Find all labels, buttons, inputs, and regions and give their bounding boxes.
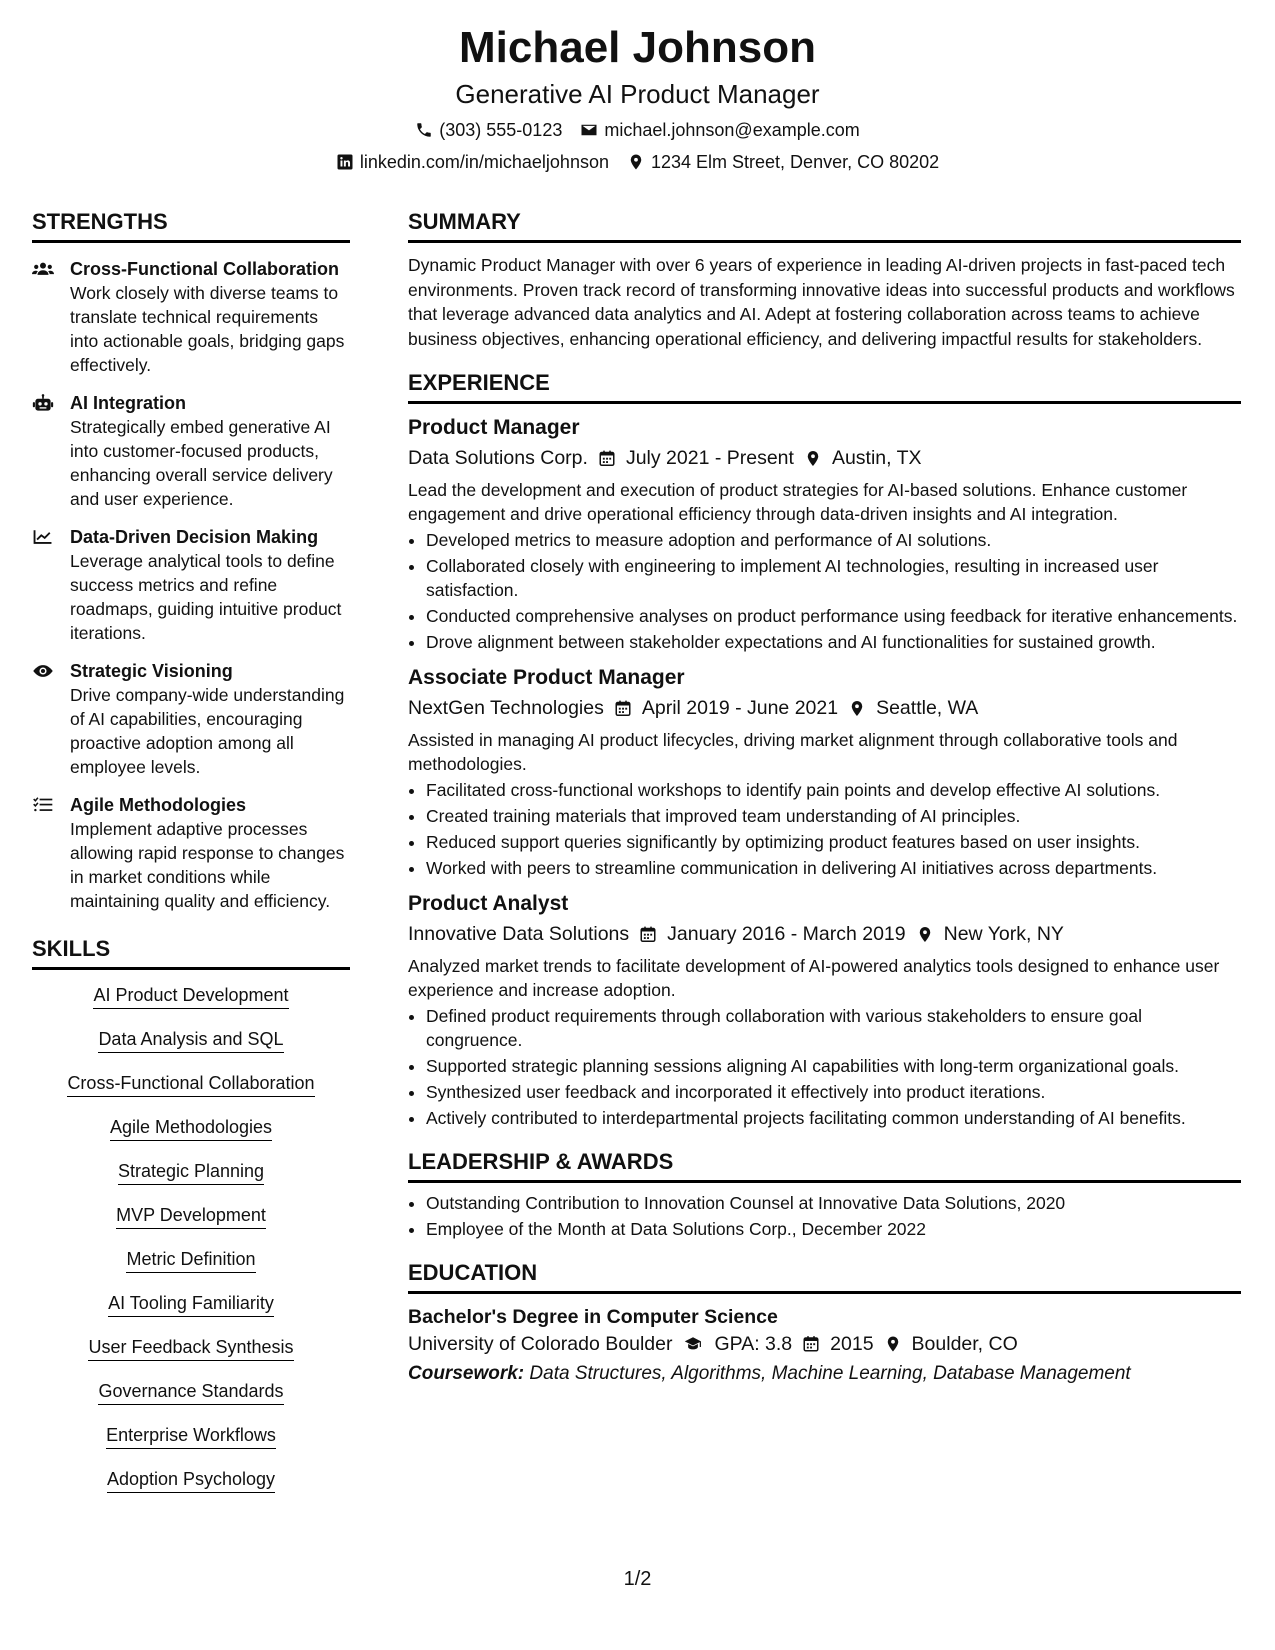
- education-heading: EDUCATION: [408, 1259, 1241, 1294]
- job-description: Lead the development and execution of product strategies for AI-based solutions. Enhance customer engagement and drive operational efficiency through data-driven insights and AI integration.: [408, 480, 1188, 524]
- coursework: [408, 1360, 1241, 1388]
- list-item: • Supported strategic planning sessions aligning AI capabilities with long-term organizational goals.: [426, 1054, 1241, 1078]
- location-pin-icon: [627, 153, 645, 171]
- job-company: NextGen Technologies: [408, 697, 604, 719]
- phone-contact: [415, 118, 562, 142]
- strength-description: Leverage analytical tools to define success metrics and refine roadmaps, guiding intuitive product iterations.: [70, 551, 342, 643]
- skill-tag: MVP Development: [116, 1204, 266, 1229]
- summary-heading: SUMMARY: [408, 208, 1241, 243]
- right-column: [408, 208, 1241, 1388]
- calendar-icon: [639, 925, 657, 944]
- list-item: • Developed metrics to measure adoption and performance of AI solutions.: [426, 528, 1241, 552]
- resume-header: [0, 20, 1275, 174]
- list-item: • Outstanding Contribution to Innovation Counsel at Innovative Data Solutions, 2020: [426, 1191, 1241, 1215]
- job-meta: [408, 694, 1241, 722]
- education-location: Boulder, CO: [911, 1333, 1018, 1355]
- strengths-heading: STRENGTHS: [32, 208, 350, 243]
- strength-title: Cross-Functional Collaboration: [70, 259, 340, 279]
- summary-text: Dynamic Product Manager with over 6 years of experience in leading AI-driven projects in fast-paced tech environments. Proven track record of transforming innovative ideas into successful products and workflows that leverage advanced data analytics and AI. Adept at fostering collaboration across teams to achieve business objectives, enhancing operational efficiency, and delivering impactful results for stakeholders.: [408, 255, 1235, 349]
- strength-item: [32, 391, 350, 511]
- strength-title: AI Integration: [70, 393, 186, 413]
- job-location: New York, NY: [943, 923, 1064, 945]
- job-bullets: [408, 528, 1241, 654]
- location-pin-icon: [916, 925, 934, 944]
- education-meta: [408, 1330, 1241, 1358]
- calendar-icon: [614, 699, 632, 718]
- calendar-icon: [802, 1335, 820, 1353]
- skill-tag: Cross-Functional Collaboration: [67, 1072, 314, 1097]
- job-entry: [408, 414, 1241, 654]
- address-contact: [627, 150, 939, 174]
- awards-heading: LEADERSHIP & AWARDS: [408, 1148, 1241, 1183]
- awards-list: [408, 1191, 1241, 1241]
- list-item: • Synthesized user feedback and incorporated it effectively into product iterations.: [426, 1080, 1241, 1104]
- education-year: 2015: [830, 1333, 874, 1355]
- coursework-label: Coursework:: [408, 1363, 525, 1384]
- strength-description: Implement adaptive processes allowing rapid response to changes in market conditions while maintaining quality and efficiency.: [70, 819, 345, 911]
- graduation-cap-icon: [682, 1335, 704, 1353]
- list-item: • Actively contributed to interdepartmental projects facilitating common understanding of AI benefits.: [426, 1106, 1241, 1130]
- education-degree: Bachelor's Degree in Computer Science: [408, 1306, 778, 1328]
- location-pin-icon: [884, 1335, 902, 1353]
- skill-tag: Metric Definition: [126, 1248, 255, 1273]
- job-meta: [408, 920, 1241, 948]
- list-item: • Worked with peers to streamline communication in delivering AI initiatives across departments.: [426, 856, 1241, 880]
- calendar-icon: [598, 449, 616, 468]
- job-entry: [408, 664, 1241, 880]
- job-dates: January 2016 - March 2019: [667, 923, 906, 945]
- strength-title: Agile Methodologies: [70, 795, 247, 815]
- candidate-title: Generative AI Product Manager: [455, 79, 820, 109]
- education-school: University of Colorado Boulder: [408, 1333, 673, 1355]
- phone-icon: [415, 121, 433, 139]
- job-title: Product Manager: [408, 416, 580, 439]
- eye-icon: [32, 659, 70, 779]
- skill-tag: Enterprise Workflows: [106, 1424, 276, 1449]
- skill-tag: AI Product Development: [93, 984, 288, 1009]
- list-check-icon: [32, 793, 70, 913]
- job-company: Innovative Data Solutions: [408, 923, 630, 945]
- education-gpa: GPA: 3.8: [714, 1333, 793, 1355]
- skill-tag: Data Analysis and SQL: [98, 1028, 283, 1053]
- location-pin-icon: [804, 449, 822, 468]
- page-number: 1/2: [623, 1568, 652, 1590]
- skill-tag: Adoption Psychology: [107, 1468, 275, 1493]
- job-bullets: [408, 778, 1241, 880]
- skill-tag: Governance Standards: [98, 1380, 283, 1405]
- list-item: • Defined product requirements through collaboration with various stakeholders to ensure goal congruence.: [426, 1004, 1241, 1052]
- strength-description: Strategically embed generative AI into customer-focused products, enhancing overall service delivery and user experience.: [70, 417, 333, 509]
- job-location: Austin, TX: [831, 447, 922, 469]
- chart-line-icon: [32, 525, 70, 645]
- email-text: michael.johnson@example.com: [604, 120, 860, 140]
- job-entry: [408, 890, 1241, 1130]
- skill-tag: AI Tooling Familiarity: [108, 1292, 274, 1317]
- experience-heading: EXPERIENCE: [408, 369, 1241, 404]
- robot-icon: [32, 391, 70, 511]
- list-item: • Drove alignment between stakeholder expectations and AI functionalities for sustained growth.: [426, 630, 1241, 654]
- skill-tag: Agile Methodologies: [110, 1116, 272, 1141]
- strength-item: [32, 659, 350, 779]
- linkedin-text: linkedin.com/in/michaeljohnson: [359, 152, 609, 172]
- strength-title: Data-Driven Decision Making: [70, 527, 319, 547]
- job-title: Associate Product Manager: [408, 666, 685, 689]
- users-icon: [32, 257, 70, 377]
- linkedin-icon: [336, 153, 354, 171]
- contact-row-2: [0, 150, 1275, 174]
- job-location: Seattle, WA: [876, 697, 979, 719]
- skills-list: [32, 984, 350, 1493]
- skill-tag: User Feedback Synthesis: [88, 1336, 293, 1361]
- strength-item: [32, 525, 350, 645]
- job-bullets: [408, 1004, 1241, 1130]
- job-dates: July 2021 - Present: [625, 447, 794, 469]
- envelope-icon: [580, 121, 598, 139]
- list-item: • Created training materials that improved team understanding of AI principles.: [426, 804, 1241, 828]
- list-item: • Conducted comprehensive analyses on product performance using feedback for iterative enhancements.: [426, 604, 1241, 628]
- job-company: Data Solutions Corp.: [408, 447, 588, 469]
- strength-item: [32, 257, 350, 377]
- phone-text: (303) 555-0123: [439, 120, 563, 140]
- address-text: 1234 Elm Street, Denver, CO 80202: [650, 152, 940, 172]
- left-column: [32, 208, 350, 1493]
- job-description: Analyzed market trends to facilitate development of AI-powered analytics tools designed to enhance user experience and increase adoption.: [408, 956, 1220, 1000]
- list-item: • Facilitated cross-functional workshops to identify pain points and develop effective AI solutions.: [426, 778, 1241, 802]
- job-description: Assisted in managing AI product lifecycles, driving market alignment through collaborative tools and methodologies.: [408, 730, 1178, 774]
- job-dates: April 2019 - June 2021: [641, 697, 839, 719]
- skills-heading: SKILLS: [32, 935, 350, 970]
- coursework-text: Data Structures, Algorithms, Machine Learning, Database Management: [529, 1363, 1131, 1384]
- location-pin-icon: [848, 699, 866, 718]
- skill-tag: Strategic Planning: [118, 1160, 264, 1185]
- candidate-name: Michael Johnson: [459, 23, 816, 72]
- strength-description: Work closely with diverse teams to translate technical requirements into actionable goals, bridging gaps effectively.: [70, 283, 345, 375]
- list-item: • Reduced support queries significantly by optimizing product features based on user insights.: [426, 830, 1241, 854]
- list-item: • Collaborated closely with engineering to implement AI technologies, resulting in increased user satisfaction.: [426, 554, 1241, 602]
- job-title: Product Analyst: [408, 892, 569, 915]
- contact-row-1: [0, 118, 1275, 142]
- list-item: • Employee of the Month at Data Solutions Corp., December 2022: [426, 1217, 1241, 1241]
- job-meta: [408, 444, 1241, 472]
- strength-description: Drive company-wide understanding of AI capabilities, encouraging proactive adoption among all employee levels.: [70, 685, 345, 777]
- email-contact[interactable]: [580, 118, 859, 142]
- strength-title: Strategic Visioning: [70, 661, 233, 681]
- linkedin-contact[interactable]: [336, 150, 609, 174]
- strength-item: [32, 793, 350, 913]
